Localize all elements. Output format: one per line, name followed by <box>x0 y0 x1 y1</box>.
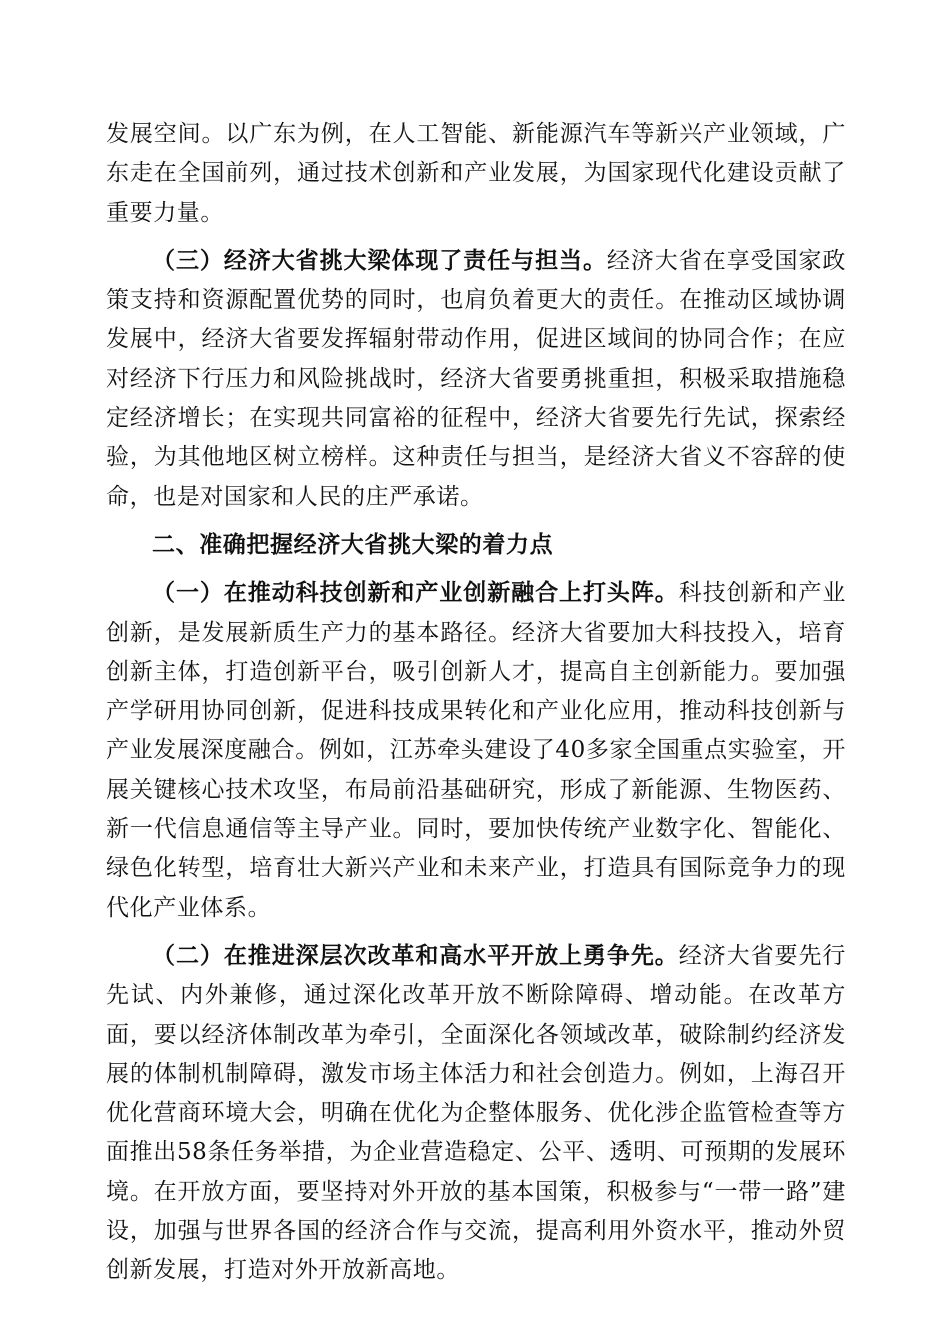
paragraph-text: 科技创新和产业创新，是发展新质生产力的基本路径。经济大省要加大科技投入，培育创新主体，打造创新平台，吸引创新人才，提高自主创新能力。要加强产学研用协同创新，促进科技成果转化和产业化应用，推动科技创新与产业发展深度融合。例如，江苏牵头建设了40多家全国重点实验室，开展关键核心技术攻坚，布局前沿基础研究，形成了新能源、生物医药、新一代信息通信等主导产业。同时，要加快传统产业数字化、智能化、绿色化转型，培育壮大新兴产业和未来产业，打造具有国际竞争力的现代化产业体系。 <box>106 580 847 921</box>
paragraph-lead: （二）在推进深层次改革和高水平开放上勇争先。 <box>152 942 679 969</box>
paragraph-text: 发展空间。以广东为例，在人工智能、新能源汽车等新兴产业领域，广东走在全国前列，通过技术创新和产业发展，为国家现代化建设贡献了重要力量。 <box>106 121 846 226</box>
paragraph-reform <box>106 937 846 1291</box>
document-body <box>106 115 846 1291</box>
section-heading: 二、准确把握经济大省挑大梁的着力点 <box>152 531 554 558</box>
paragraph-responsibility <box>106 242 846 517</box>
paragraph-text: 经济大省在享受国家政策支持和资源配置优势的同时，也肩负着更大的责任。在推动区域协调发展中，经济大省要发挥辐射带动作用，促进区域间的协同合作；在应对经济下行压力和风险挑战时，经济大省要勇挑重担，积极采取措施稳定经济增长；在实现共同富裕的征程中，经济大省要先行先试，探索经验，为其他地区树立榜样。这种责任与担当，是经济大省义不容辞的使命，也是对国家和人民的庄严承诺。 <box>106 247 847 510</box>
paragraph-text: 经济大省要先行先试、内外兼修，通过深化改革开放不断除障碍、增动能。在改革方面，要以经济体制改革为牵引，全面深化各领域改革，破除制约经济发展的体制机制障碍，激发市场主体活力和社会创造力。例如，上海召开优化营商环境大会，明确在优化为企整体服务、优化涉企监管检查等方面推出58条任务举措，为企业营造稳定、公平、透明、可预期的发展环境。在开放方面，要坚持对外开放的基本国策，积极参与“一带一路”建设，加强与世界各国的经济合作与交流，提高利用外资水平，推动外贸创新发展，打造对外开放新高地。 <box>106 942 847 1284</box>
paragraph-innovation <box>106 574 846 928</box>
paragraph-continuation <box>106 115 846 233</box>
paragraph-lead: （三）经济大省挑大梁体现了责任与担当。 <box>152 247 607 274</box>
paragraph-lead: （一）在推动科技创新和产业创新融合上打头阵。 <box>152 580 679 607</box>
